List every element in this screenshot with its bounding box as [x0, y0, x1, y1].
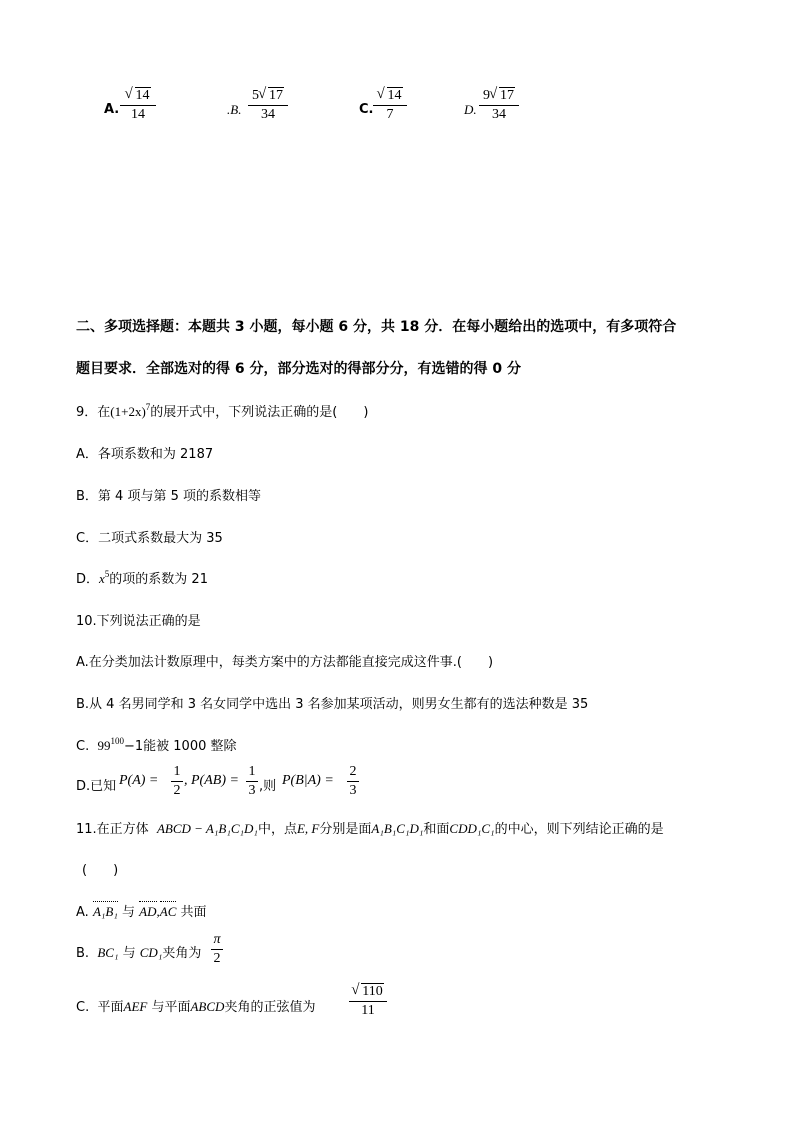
q11-b-line2: CD₁	[139, 945, 163, 960]
q10-option-d-prefix: D.已知	[76, 779, 117, 794]
q11-answer-paren: ( )	[82, 863, 119, 878]
q10-d-pa: P(A) =	[119, 773, 159, 788]
q11-prefix: 11.在正方体	[76, 822, 149, 837]
q8-option-a-fraction	[120, 88, 156, 123]
q11-b-suffix: 夹角为	[162, 946, 202, 961]
q11-suffix: 的中心，则下列结论正确的是	[494, 822, 664, 837]
q9-exponent: 7	[145, 402, 151, 412]
q11-face2: CDD₁C₁	[449, 821, 495, 836]
q11-c-text2: 与平面	[151, 1000, 191, 1015]
q10-d-then: ,则	[259, 779, 277, 794]
q8-b-coef: 5	[252, 88, 259, 103]
q10-option-c	[76, 735, 237, 754]
q11-c-fraction	[349, 984, 387, 1019]
q10-d-frac2-den: 3	[248, 783, 256, 798]
q10-d-frac3-num: 2	[349, 764, 357, 779]
q10-option-a: A.在分类加法计数原理中，每类方案中的方法都能直接完成这件事.( )	[76, 655, 494, 670]
q9-d-suffix: 的项的系数为 21	[109, 572, 208, 587]
q8-option-b-fraction	[248, 88, 288, 123]
q8-a-radicand: 14	[135, 88, 150, 103]
q11-c-text3: 夹角的正弦值为	[224, 1000, 316, 1015]
q8-b-radicand: 17	[269, 88, 283, 103]
q11-a-vec1: A₁B₁	[92, 904, 118, 919]
q10-d-pab: , P(AB) =	[184, 773, 239, 788]
q11-a-prefix: A.	[76, 905, 89, 920]
q11-c-prefix: C.	[76, 1000, 90, 1015]
q11-cube: ABCD − A₁B₁C₁D₁	[156, 821, 258, 836]
q8-d-coef: 9	[483, 88, 490, 103]
q9-suffix: 的展开式中，下列说法正确的是( )	[150, 405, 369, 420]
q11-mid3: 和面	[423, 822, 450, 837]
q10-d-frac2-num: 1	[248, 764, 256, 779]
q8-c-denominator: 7	[386, 107, 394, 122]
q8-a-denominator: 14	[131, 107, 145, 122]
q11-a-suffix: 共面	[180, 905, 207, 920]
q8-d-radicand: 17	[500, 88, 514, 103]
q11-c-plane2: ABCD	[190, 999, 225, 1014]
q10-option-b: B.从 4 名男同学和 3 名女同学中选出 3 名参加某项活动，则男女生都有的选法种数是 35	[76, 697, 589, 712]
q11-a-mid: 与	[122, 905, 136, 920]
q8-c-radicand: 14	[387, 88, 402, 103]
q11-mid2: 分别是面	[319, 822, 372, 837]
q10-d-frac1-den: 2	[173, 783, 181, 798]
q11-ef: E, F	[296, 821, 320, 836]
q9-option-c: C．二项式系数最大为 35	[76, 531, 223, 546]
q8-option-c-fraction	[373, 88, 407, 123]
section2-heading-line2: 题目要求．全部选对的得 6 分，部分选对的得部分分，有选错的得 0 分	[76, 361, 521, 377]
q11-option-a: A. A₁B₁ 与 AD,AC 共面	[76, 904, 207, 920]
q10-stem: 10.下列说法正确的是	[76, 614, 201, 629]
q11-b-line1: BC₁	[97, 945, 119, 960]
q10-d-frac3	[347, 764, 359, 799]
q11-c-radicand: 110	[362, 984, 383, 999]
q9-d-var: x	[99, 571, 105, 586]
q11-a-vec2: AD	[139, 904, 157, 919]
q10-d-frac1	[171, 764, 183, 799]
q10-d-frac3-den: 3	[349, 783, 357, 798]
q11-c-den: 11	[361, 1003, 375, 1018]
q11-b-prefix: B.	[76, 946, 90, 961]
q8-d-denominator: 34	[492, 107, 506, 122]
q11-option-c	[76, 996, 315, 1015]
q11-face1: A₁B₁C₁D₁	[371, 821, 424, 836]
section2-heading-line1: 二、多项选择题：本题共 3 小题，每小题 6 分，共 18 分．在每小题给出的选项中，有多项符合	[76, 319, 677, 335]
q11-c-plane1: AEF	[123, 999, 148, 1014]
q9-option-b: B．第 4 项与第 5 项的系数相等	[76, 489, 261, 504]
q11-a-vec3: AC	[159, 904, 177, 919]
q10-d-frac1-num: 1	[173, 764, 181, 779]
q10-c-suffix: −1能被 1000 整除	[123, 739, 237, 754]
q8-option-d-fraction	[479, 88, 519, 123]
q10-c-exp: 100	[110, 736, 124, 746]
q8-option-a-label: A.	[104, 102, 120, 117]
q11-option-b	[76, 942, 201, 961]
q8-b-denominator: 34	[261, 107, 275, 122]
q10-c-base: 99	[97, 738, 111, 753]
q9-expression: (1+2x)	[110, 404, 146, 419]
q9-d-prefix: D．	[76, 572, 100, 587]
q10-d-pba: P(B|A) =	[282, 773, 334, 788]
q9-option-a: A．各项系数和为 2187	[76, 447, 214, 462]
q9-option-d	[76, 568, 208, 587]
q10-c-prefix: C.	[76, 739, 90, 754]
q11-b-den: 2	[213, 951, 221, 966]
q8-option-c-label: C.	[359, 102, 374, 117]
q9-prefix: 9．在	[76, 405, 111, 420]
q10-d-frac2	[246, 764, 258, 799]
q8-option-b-label: .B.	[227, 102, 242, 117]
q9-stem	[76, 401, 368, 420]
q8-option-d-label: D.	[464, 102, 477, 117]
q11-b-fraction	[211, 932, 223, 967]
q11-b-mid: 与	[122, 946, 136, 961]
q11-b-num: π	[213, 932, 221, 947]
q11-stem	[76, 818, 664, 837]
q9-d-exp: 5	[104, 569, 110, 579]
q11-c-text1: 平面	[97, 1000, 124, 1015]
q11-mid: 中，点	[257, 822, 297, 837]
